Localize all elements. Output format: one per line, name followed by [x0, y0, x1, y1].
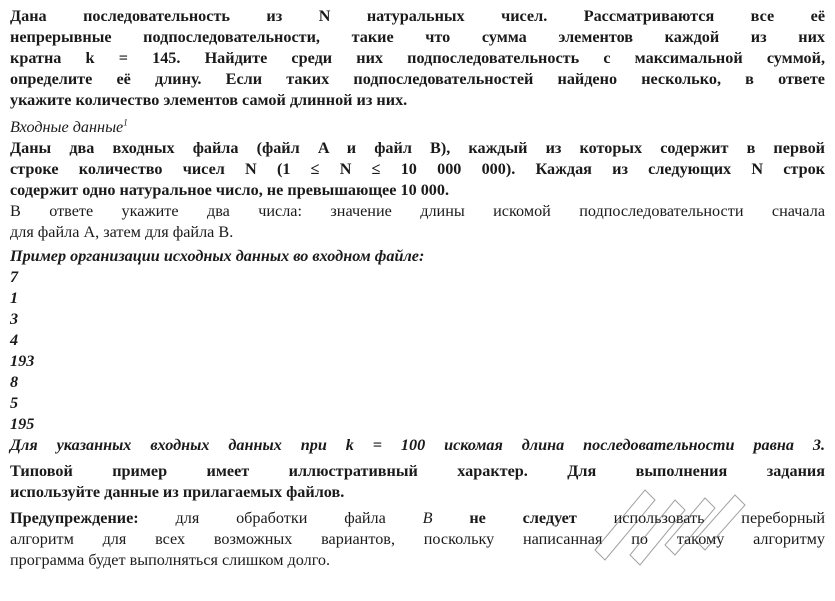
statement-line: укажите количество элементов самой длинной из них. — [10, 91, 408, 109]
footnote-mark: 1 — [123, 117, 128, 128]
warning-file-name: B — [422, 509, 433, 527]
warning-block — [10, 508, 825, 571]
example-value: 3 — [10, 310, 19, 328]
warning-line: алгоритм для всех возможных вариантов, поскольку написанная по такому алгоритму — [10, 530, 825, 548]
example-value: 8 — [10, 373, 19, 391]
input-heading — [10, 117, 825, 138]
warning-text: использовать переборный — [613, 509, 826, 527]
example-value: 1 — [10, 289, 19, 307]
warning-label: Предупреждение: — [10, 509, 139, 527]
illustrative-note — [10, 461, 825, 503]
input-line: содержит одно натуральное число, не превышающее 10 000. — [10, 181, 450, 199]
warning-text: для обработки файла — [175, 509, 386, 527]
example-value: 4 — [10, 331, 19, 349]
statement-line: определите её длину. Если таких подпоследовательностей найдено несколько, в ответе — [10, 70, 825, 88]
input-line: строке количество чисел N (1 ≤ N ≤ 10 000 000). Каждая из следующих N строк — [10, 160, 825, 178]
input-line: Даны два входных файла (файл A и файл B), каждый из которых содержит в первой — [10, 139, 825, 157]
warning-line — [10, 508, 825, 529]
example-conclusion: Для указанных входных данных при k = 100 искомая длина последовательности равна 3. — [10, 436, 825, 454]
input-description — [10, 138, 825, 243]
note-line: используйте данные из прилагаемых файлов. — [10, 483, 345, 501]
warning-emphasis: не следует — [469, 509, 577, 527]
statement-line: непрерывные подпоследовательности, такие что сумма элементов каждой из них — [10, 28, 825, 46]
warning-line: программа будет выполняться слишком долго. — [10, 551, 331, 569]
example-value: 195 — [10, 415, 35, 433]
example-value: 193 — [10, 352, 35, 370]
statement-line: кратна k = 145. Найдите среди них подпоследовательность с максимальной суммой, — [10, 49, 825, 67]
example-value: 5 — [10, 394, 19, 412]
task-statement — [10, 6, 825, 111]
answer-line: для файла A, затем для файла B. — [10, 223, 234, 241]
statement-line: Дана последовательность из N натуральных чисел. Рассматриваются все её — [10, 7, 825, 25]
note-line: Типовой пример имеет иллюстративный характер. Для выполнения задания — [10, 462, 825, 480]
answer-line: В ответе укажите два числа: значение длины искомой подпоследовательности сначала — [10, 202, 825, 220]
input-heading-text: Входные данные — [10, 118, 124, 136]
example-value: 7 — [10, 268, 19, 286]
example-values — [10, 267, 825, 435]
example-heading: Пример организации исходных данных во входном файле: — [10, 247, 425, 265]
task-page — [10, 6, 825, 571]
